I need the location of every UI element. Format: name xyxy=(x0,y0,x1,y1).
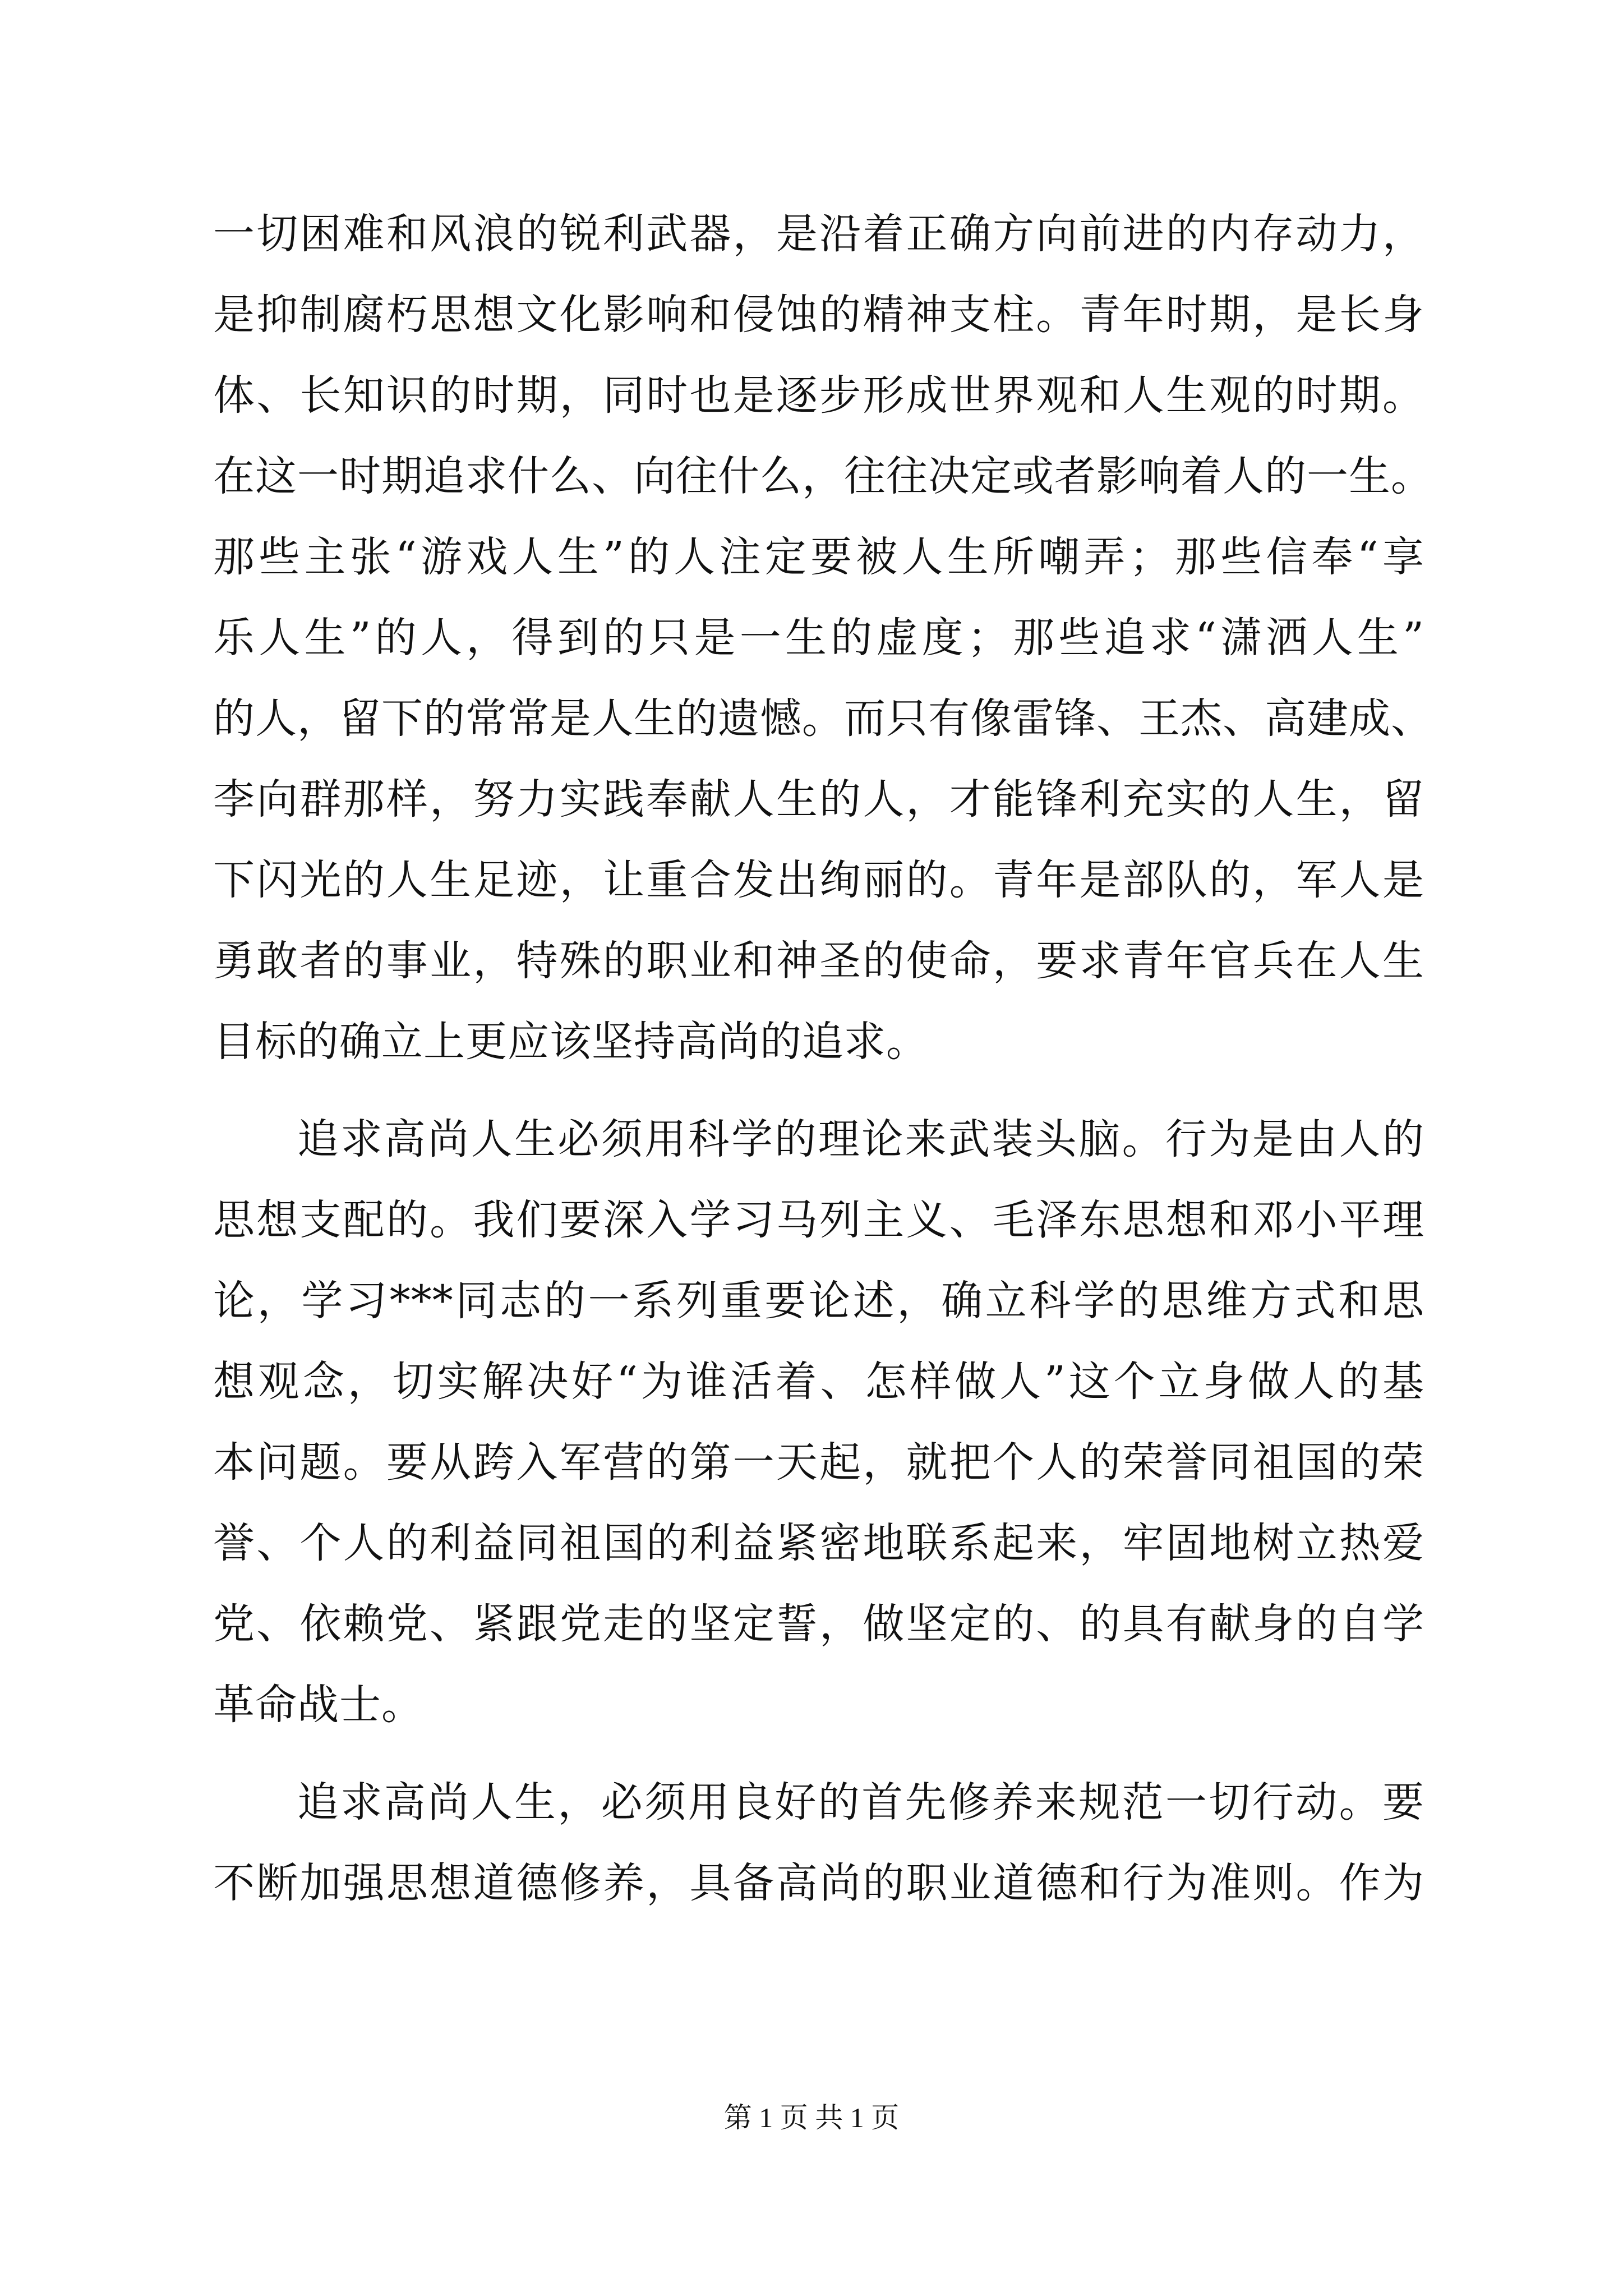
text-line: 革命战士。 xyxy=(213,1681,423,1729)
paragraph xyxy=(213,194,1433,1082)
paragraph xyxy=(213,1762,1424,1924)
text-line: 下闪光的人生足迹，让重合发出绚丽的。青年是部队的，军人是 xyxy=(213,856,1424,904)
paragraph-spacer xyxy=(213,1082,1424,1099)
text-line: 不断加强思想道德修养，具备高尚的职业道德和行为准则。作为 xyxy=(213,1859,1424,1907)
text-line: 想观念，切实解决好“为谁活着、怎样做人”这个立身做人的基 xyxy=(213,1358,1424,1406)
text-line: 誉、个人的利益同祖国的利益紧密地联系起来，牢固地树立热爱 xyxy=(213,1519,1424,1567)
page-number-label: 第 1 页 共 1 页 xyxy=(723,2102,900,2133)
text-line: 思想支配的。我们要深入学习马列主义、毛泽东思想和邓小平理 xyxy=(213,1196,1424,1244)
text-line: 本问题。要从跨入军营的第一天起，就把个人的荣誉同祖国的荣 xyxy=(213,1438,1424,1487)
text-line: 李向群那样，努力实践奉献人生的人，才能锋利充实的人生，留 xyxy=(213,775,1424,823)
text-line: 体、长知识的时期，同时也是逐步形成世界观和人生观的时期。 xyxy=(213,371,1424,420)
text-line: 追求高尚人生必须用科学的理论来武装头脑。行为是由人的 xyxy=(297,1115,1424,1163)
text-line: 乐人生”的人，得到的只是一生的虚度；那些追求“潇洒人生” xyxy=(213,614,1424,662)
paragraph-spacer xyxy=(213,1745,1424,1762)
text-line: 那些主张“游戏人生”的人注定要被人生所嘲弄；那些信奉“享 xyxy=(213,533,1424,581)
text-line: 的人，留下的常常是人生的遗憾。而只有像雷锋、王杰、高建成、 xyxy=(213,694,1433,743)
page-footer xyxy=(0,2098,1623,2137)
text-line: 党、依赖党、紧跟党走的坚定誓，做坚定的、的具有献身的自学 xyxy=(213,1600,1424,1648)
paragraph xyxy=(213,1099,1424,1745)
text-line: 是抑制腐朽思想文化影响和侵蚀的精神支柱。青年时期，是长身 xyxy=(213,291,1424,339)
text-line: 勇敢者的事业，特殊的职业和神圣的使命，要求青年官兵在人生 xyxy=(213,937,1424,985)
text-line: 论，学习***同志的一系列重要论述，确立科学的思维方式和思 xyxy=(213,1277,1424,1325)
document-body xyxy=(213,194,1433,1924)
text-line: 在这一时期追求什么、向往什么，往往决定或者影响着人的一生。 xyxy=(213,452,1433,500)
text-line: 一切困难和风浪的锐利武器，是沿着正确方向前进的内存动力， xyxy=(213,210,1424,258)
text-line: 追求高尚人生，必须用良好的首先修养来规范一切行动。要 xyxy=(297,1778,1424,1826)
text-line: 目标的确立上更应该坚持高尚的追求。 xyxy=(213,1018,928,1066)
